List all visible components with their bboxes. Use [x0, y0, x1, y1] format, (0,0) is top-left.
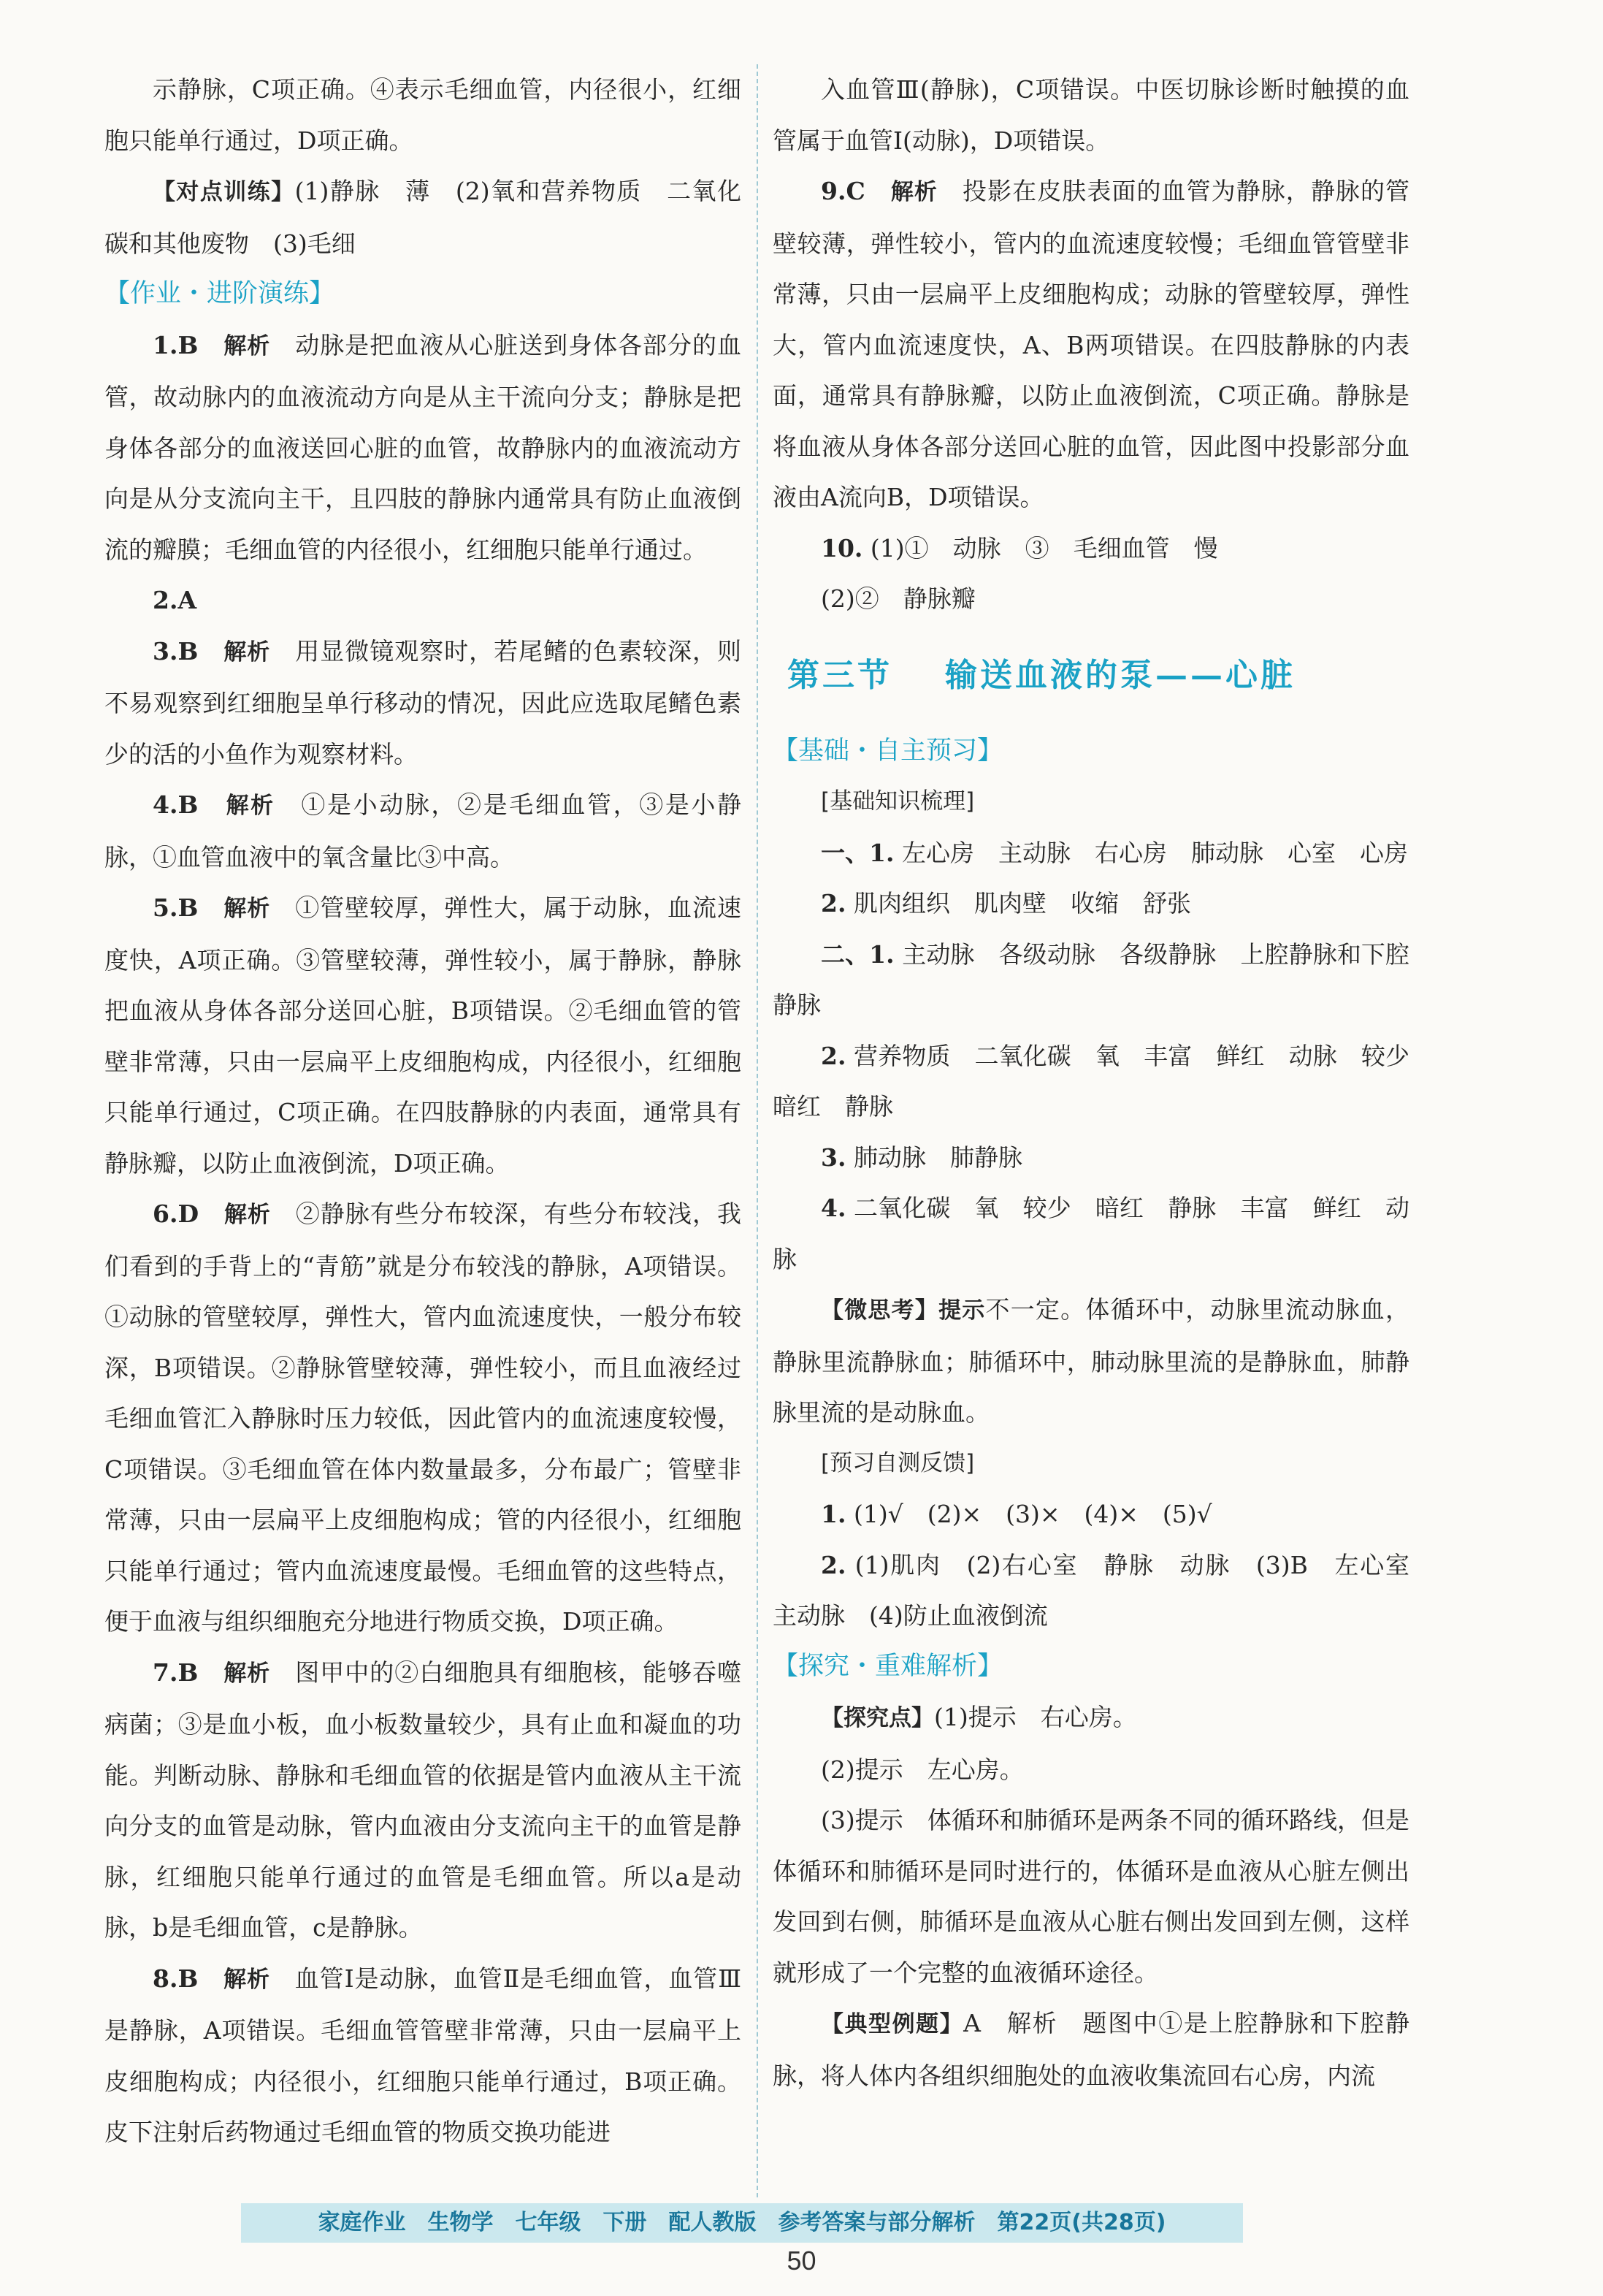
- right-column: [773, 64, 1434, 2101]
- analysis-label: 解析: [223, 1660, 271, 1687]
- answer-text: 血管Ⅰ是动脉，血管Ⅱ是毛细血管，血管Ⅲ是静脉，A项错误。毛细血管管壁非常薄，只由一层扁平上皮细胞构成；内径很小，红细胞只能单行通过，B项正确。皮下注射后药物通过毛细血管的物质交换功能进: [104, 1964, 742, 2146]
- paragraph-label: 【典型例题】: [821, 2011, 964, 2037]
- answer-item: [773, 878, 1409, 929]
- answer-item: [104, 882, 741, 1189]
- answer-number: 1.: [821, 1500, 846, 1528]
- answer-text: (1)√ (2)× (3)× (4)× (5)√: [853, 1500, 1212, 1528]
- answer-number: 2.A: [153, 586, 197, 614]
- answer-item: [773, 166, 1409, 523]
- subsection-heading: [基础知识梳理]: [821, 788, 975, 815]
- answer-item: [104, 1647, 741, 1953]
- paragraph: (3)提示 体循环和肺循环是两条不同的循环路线，但是体循环和肺循环是同时进行的，体循环是血液从心脏左侧出发回到右侧，肺循环是血液从心脏右侧出发回到左侧，这样就形成了一个完整的血液循环途径。: [773, 1806, 1409, 1987]
- answer-item: [773, 929, 1409, 1031]
- analysis-label: 解析: [223, 1966, 270, 1993]
- labeled-paragraph: [104, 166, 741, 269]
- answer-item: [104, 779, 741, 882]
- page-number: 50: [787, 2246, 816, 2276]
- paragraph-label: 【微思考】提示: [821, 1297, 986, 1324]
- analysis-label: 解析: [223, 638, 271, 665]
- answer-item: [773, 1132, 1409, 1183]
- answer-number: 一、1.: [821, 838, 895, 867]
- answer-item: [104, 1189, 741, 1647]
- paragraph-label: 【探究点】: [821, 1705, 934, 1731]
- answer-text: 主动脉 各级动脉 各级静脉 上腔静脉和下腔静脉: [773, 939, 1410, 1019]
- left-column: [104, 64, 741, 2158]
- answer-item: [773, 1540, 1434, 1641]
- column-divider: [757, 64, 758, 2197]
- answer-number: 2.: [821, 1550, 846, 1579]
- paragraph: (2)② 静脉瓣: [821, 584, 976, 613]
- answer-text: 用显微镜观察时，若尾鳍的色素较深，则不易观察到红细胞呈单行移动的情况，因此应选取尾鳍色素少的活的小鱼作为观察材料。: [104, 636, 741, 768]
- answer-item: [773, 523, 1409, 574]
- analysis-label: 解析: [223, 1202, 271, 1228]
- section-heading: 【作业・进阶演练】: [104, 279, 335, 308]
- answer-text: (1)① 动脉 ③ 毛细血管 慢: [870, 533, 1218, 562]
- answer-text: 图甲中的②白细胞具有细胞核，能够吞噬病菌；③是血小板，血小板数量较少，具有止血和凝血的功能。判断动脉、静脉和毛细血管的依据是管内血液从主干流向分支的血管是动脉，管内血液由分支流向主干的血管是静脉，红细胞只能单行通过的血管是毛细血管。所以a是动脉，b是毛细血管，c是静脉。: [104, 1658, 741, 1942]
- chapter-name: 输送血液的泵——心脏: [945, 656, 1296, 694]
- answer-number: 7.B: [153, 1658, 199, 1687]
- answer-text: ①是小动脉，②是毛细血管，③是小静脉，①血管血液中的氧含量比③中高。: [104, 790, 742, 872]
- labeled-paragraph: [773, 1692, 1409, 1744]
- paragraph-text: (1)静脉 薄 (2)氧和营养物质 二氧化碳和其他废物 (3)毛细: [104, 177, 741, 258]
- chapter-number: 第三节: [787, 656, 892, 694]
- analysis-label: 解析: [223, 896, 271, 922]
- analysis-label: 解析: [226, 793, 275, 819]
- answer-number: 3.B: [153, 636, 199, 665]
- analysis-label: 解析: [890, 179, 938, 205]
- paragraph: (2)提示 左心房。: [821, 1755, 1024, 1784]
- subsection-heading: [预习自测反馈]: [821, 1449, 975, 1476]
- answer-text: 肌肉组织 肌肉壁 收缩 舒张: [853, 889, 1191, 918]
- answer-number: 6.D: [153, 1200, 199, 1228]
- labeled-paragraph: [773, 1998, 1409, 2101]
- paragraph-text: (1)提示 右心房。: [934, 1703, 1137, 1731]
- answer-number: 4.: [821, 1194, 846, 1222]
- answer-text: 二氧化碳 氧 较少 暗红 静脉 丰富 鲜红 动脉: [773, 1194, 1410, 1273]
- answer-number: 9.C: [821, 177, 865, 205]
- answer-number: 2.: [821, 1041, 846, 1070]
- paragraph: 示静脉，C项正确。④表示毛细血管，内径很小，红细胞只能单行通过，D项正确。: [104, 75, 741, 155]
- answer-text: 肺动脉 肺静脉: [853, 1143, 1022, 1172]
- paragraph-label: 【对点训练】: [153, 179, 295, 205]
- answer-text: ②静脉有些分布较深，有些分布较浅，我们看到的手背上的“青筋”就是分布较浅的静脉，A项错误。①动脉的管壁较厚，弹性大，管内血流速度快，一般分布较深，B项错误。②静脉管壁较薄，弹性较小，而且血液经过毛细血管汇入静脉时压力较低，因此管内的血流速度较慢，C项错误。③毛细血管在体内数量最多，分布最广；管壁非常薄，只由一层扁平上皮细胞构成；管的内径很小，红细胞只能单行通过；管内血流速度最慢。毛细血管的这些特点，便于血液与组织细胞充分地进行物质交换，D项正确。: [104, 1200, 742, 1636]
- answer-number: 1.B: [153, 330, 199, 359]
- answer-number: 二、1.: [821, 939, 895, 969]
- section-heading: 【探究・重难解析】: [773, 1651, 1003, 1681]
- answer-text: 动脉是把血液从心脏送到身体各部分的血管，故动脉内的血液流动方向是从主干流向分支；静脉是把身体各部分的血液送回心脏的血管，故静脉内的血液流动方向是从分支流向主干，且四肢的静脉内通常具有防止血液倒流的瓣膜；毛细血管的内径很小，红细胞只能单行通过。: [104, 330, 741, 564]
- answer-number: 3.: [821, 1143, 846, 1172]
- page-footer: 家庭作业 生物学 七年级 下册 配人教版 参考答案与部分解析 第22页(共28页): [241, 2203, 1243, 2243]
- analysis-label: 解析: [223, 332, 271, 359]
- answer-text: 营养物质 二氧化碳 氧 丰富 鲜红 动脉 较少 暗红 静脉: [773, 1041, 1434, 1121]
- section-heading: 【基础・自主预习】: [773, 736, 1003, 766]
- answer-item: [104, 575, 741, 626]
- answer-number: 8.B: [153, 1964, 199, 1993]
- answer-number: 4.B: [153, 790, 199, 819]
- answer-item: [773, 828, 1409, 879]
- paragraph: 入血管Ⅲ(静脉)，C项错误。中医切脉诊断时触摸的血管属于血管Ⅰ(动脉)，D项错误。: [773, 75, 1409, 155]
- answer-text: 投影在皮肤表面的血管为静脉，静脉的管壁较薄，弹性较小，管内的血流速度较慢；毛细血管管壁非常薄，只由一层扁平上皮细胞构成；动脉的管壁较厚，弹性大，管内血流速度快，A、B两项错误。在四肢静脉的内表面，通常具有静脉瓣，以防止血液倒流，C项正确。静脉是将血液从身体各部分送回心脏的血管，因此图中投影部分血液由A流向B，D项错误。: [773, 177, 1410, 511]
- paragraph-text: 不一定。体循环中，动脉里流动脉血，静脉里流静脉血；肺循环中，肺动脉里流的是静脉血，肺静脉里流的是动脉血。: [773, 1295, 1410, 1427]
- answer-item: [104, 626, 741, 780]
- answer-item: [773, 1183, 1409, 1284]
- answer-number: 10.: [821, 533, 863, 562]
- labeled-paragraph: [773, 1284, 1409, 1438]
- paragraph-text: A 解析 题图中①是上腔静脉和下腔静脉，将人体内各组织细胞处的血液收集流回右心房，内流: [773, 2009, 1409, 2090]
- answer-item: [773, 1489, 1409, 1540]
- answer-number: 2.: [821, 889, 846, 918]
- chapter-title: [773, 625, 1409, 726]
- answer-number: 5.B: [153, 893, 199, 922]
- answer-text: (1)肌肉 (2)右心室 静脉 动脉 (3)B 左心室 主动脉 (4)防止血液倒流: [773, 1550, 1434, 1630]
- answer-text: 左心房 主动脉 右心房 肺动脉 心室 心房: [901, 838, 1408, 867]
- answer-item: [104, 320, 741, 576]
- answer-text: ①管壁较厚，弹性大，属于动脉，血流速度快，A项正确。③管壁较薄，弹性较小，属于静脉，静脉把血液从身体各部分送回心脏，B项错误。②毛细血管的管壁非常薄，只由一层扁平上皮细胞构成，内径很小，红细胞只能单行通过，C项正确。在四肢静脉的内表面，通常具有静脉瓣，以防止血液倒流，D项正确。: [104, 893, 741, 1178]
- answer-item: [773, 1031, 1434, 1132]
- answer-item: [104, 1953, 741, 2158]
